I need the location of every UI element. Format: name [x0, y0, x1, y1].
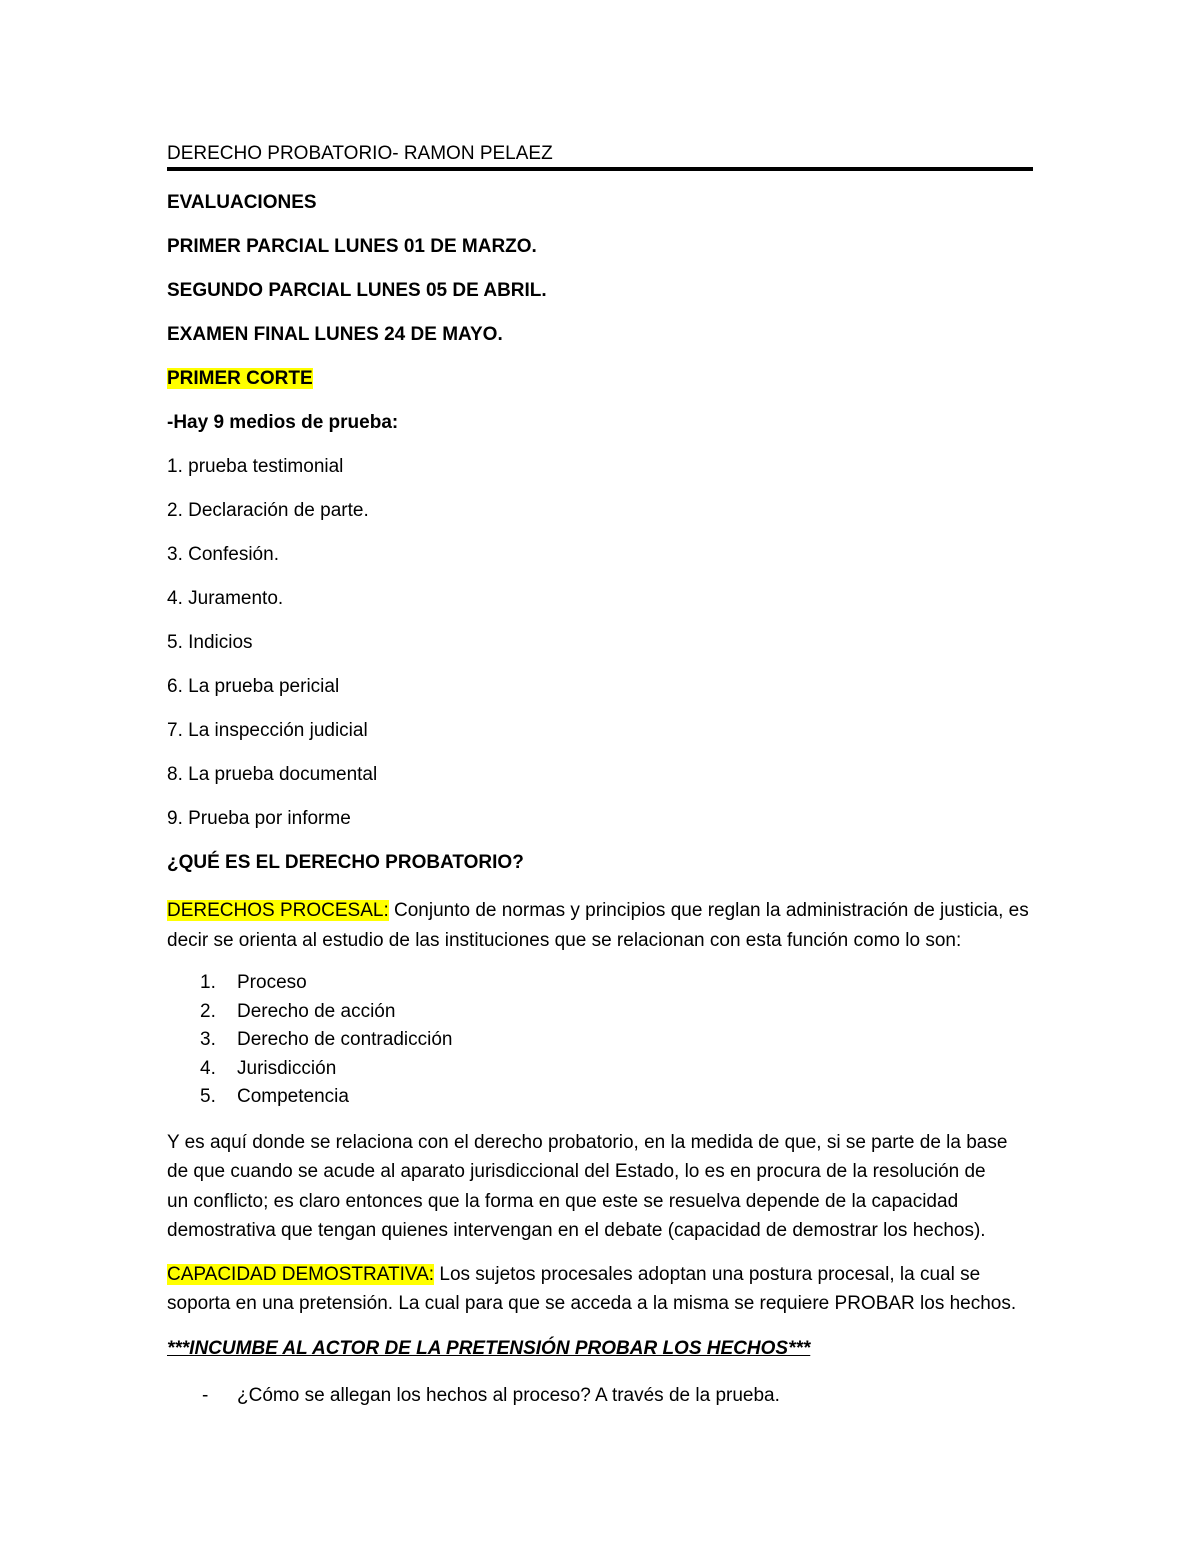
capacidad-line: soporta en una pretensión. La cual para que se acceda a la misma se requiere PROBAR los hechos.: [167, 1293, 1017, 1314]
medio-text: Prueba por informe: [182, 808, 351, 829]
institucion-text: Proceso: [237, 972, 307, 993]
primer-corte-heading: PRIMER CORTE: [167, 368, 313, 389]
derechos-procesal-text: Conjunto de normas y principios que reglan la administración de justicia, es: [388, 900, 1029, 921]
medio-num: 6.: [167, 676, 183, 697]
medios-intro: -Hay 9 medios de prueba:: [167, 412, 399, 433]
medio-item: [167, 582, 1037, 626]
medio-num: 3.: [167, 544, 183, 565]
relacion-line: Y es aquí donde se relaciona con el derecho probatorio, en la medida de que, si se parte de la base: [167, 1131, 1008, 1153]
medio-text: Declaración de parte.: [182, 500, 369, 521]
relacion-line: demostrativa que tengan quienes intervengan en el debate (capacidad de demostrar los hechos).: [167, 1220, 986, 1241]
capacidad-text: Los sujetos procesales adoptan una postura procesal, la cual se: [434, 1263, 981, 1285]
medio-text: Confesión.: [182, 544, 279, 565]
evaluacion-item: PRIMER PARCIAL LUNES 01 DE MARZO.: [167, 236, 537, 257]
institucion-num: 4.: [200, 1057, 216, 1079]
medio-text: Juramento.: [182, 588, 284, 609]
medio-num: 2.: [167, 500, 183, 521]
capacidad-label: CAPACIDAD DEMOSTRATIVA:: [167, 1263, 435, 1285]
institucion-text: Derecho de acción: [237, 1000, 396, 1022]
medio-item: [167, 758, 1037, 802]
document-body: [167, 186, 1037, 1410]
capacidad-paragraph: [167, 1260, 1037, 1319]
institucion-text: Competencia: [237, 1086, 349, 1107]
medio-item: [167, 494, 1037, 538]
derechos-procesal-label: DERECHOS PROCESAL:: [167, 900, 389, 921]
institucion-num: 5.: [200, 1086, 216, 1107]
medio-num: 1.: [167, 456, 183, 477]
institucion-item: [167, 1055, 1037, 1084]
instituciones-list: [167, 969, 1037, 1112]
evaluacion-item: EXAMEN FINAL LUNES 24 DE MAYO.: [167, 324, 503, 345]
question-heading: ¿QUÉ ES EL DERECHO PROBATORIO?: [167, 852, 524, 873]
derechos-procesal-line: decir se orienta al estudio de las instituciones que se relacionan con esta función como lo son:: [167, 929, 962, 951]
medio-num: 9.: [167, 808, 183, 829]
institucion-num: 3.: [200, 1029, 216, 1050]
medio-text: La prueba pericial: [182, 676, 340, 697]
medio-num: 8.: [167, 764, 183, 785]
dash-item-text: ¿Cómo se allegan los hechos al proceso? A través de la prueba.: [237, 1385, 780, 1406]
medio-item: [167, 802, 1037, 846]
relacion-line: de que cuando se acude al aparato jurisdiccional del Estado, lo es en procura de la resolución de: [167, 1161, 986, 1182]
institucion-num: 1.: [200, 972, 216, 993]
medio-text: La prueba documental: [182, 764, 378, 785]
relacion-paragraph: [167, 1128, 1037, 1246]
medio-item: [167, 626, 1037, 670]
medio-num: 7.: [167, 720, 183, 741]
document-header-title: DERECHO PROBATORIO- RAMON PELAEZ: [167, 143, 553, 164]
derechos-procesal-line: [167, 896, 1037, 926]
medio-item: [167, 714, 1037, 758]
medio-num: 4.: [167, 588, 183, 609]
medio-text: La inspección judicial: [182, 720, 368, 741]
header-rule: [167, 167, 1033, 171]
medio-item: [167, 670, 1037, 714]
institucion-text: Derecho de contradicción: [237, 1029, 453, 1050]
institucion-item: [167, 969, 1037, 998]
dash-list-item: [167, 1381, 1037, 1410]
medio-num: 5.: [167, 632, 183, 653]
capacidad-line: [167, 1260, 1037, 1290]
institucion-item: [167, 1083, 1037, 1112]
institucion-item: [167, 1026, 1037, 1055]
medio-item: [167, 450, 1037, 494]
institucion-item: [167, 998, 1037, 1027]
institucion-text: Jurisdicción: [237, 1057, 337, 1079]
medio-item: [167, 538, 1037, 582]
evaluacion-item: SEGUNDO PARCIAL LUNES 05 DE ABRIL.: [167, 280, 547, 301]
incumbe-statement: ***INCUMBE AL ACTOR DE LA PRETENSIÓN PROBAR LOS HECHOS***: [167, 1337, 811, 1359]
dash-bullet: -: [202, 1385, 209, 1406]
evaluaciones-heading: EVALUACIONES: [167, 192, 317, 213]
medio-text: Indicios: [182, 632, 253, 653]
relacion-line: un conflicto; es claro entonces que la forma en que este se resuelva depende de la capacidad: [167, 1190, 959, 1212]
medio-text: prueba testimonial: [182, 456, 344, 477]
institucion-num: 2.: [200, 1000, 216, 1022]
primer-corte-heading-row: [167, 362, 1037, 406]
derechos-procesal-paragraph: [167, 896, 1037, 955]
